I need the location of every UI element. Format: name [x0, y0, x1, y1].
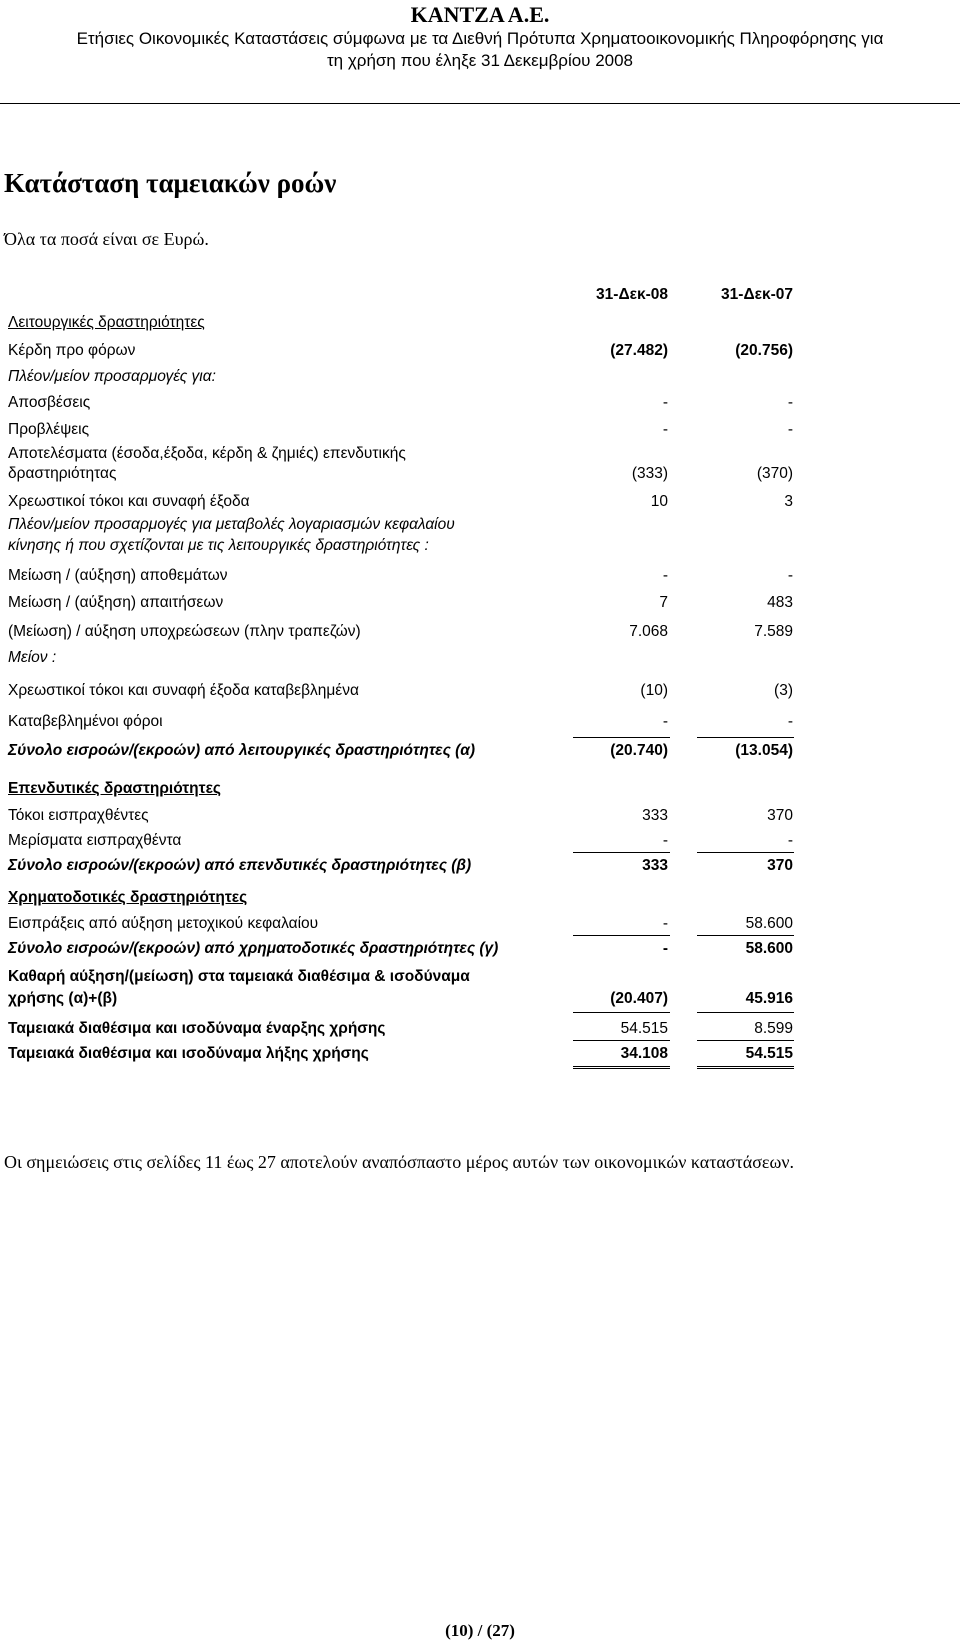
column-header-2007: 31-Δεκ-07	[721, 286, 793, 303]
section-heading-financing: Χρηματοδοτικές δραστηριότητες	[8, 889, 248, 906]
subtotal-rule	[697, 737, 794, 738]
subtotal-rule	[573, 737, 670, 738]
report-subtitle-line2: τη χρήση που έληξε 31 Δεκεμβρίου 2008	[326, 51, 634, 70]
subtotal-rule	[573, 852, 670, 853]
subtotal-rule	[697, 852, 794, 853]
currency-note: Όλα τα ποσά είναι σε Ευρώ.	[4, 229, 209, 249]
report-subtitle-line1: Ετήσιες Οικονομικές Καταστάσεις σύμφωνα με τα Διεθνή Πρότυπα Χρηματοοικονομικής Πληροφόρησης για	[76, 29, 884, 48]
page-number: (10) / (27)	[445, 1621, 515, 1640]
subtotal-rule	[697, 1012, 794, 1013]
subtotal-rule	[697, 935, 794, 936]
subtotal-rule	[697, 1040, 794, 1041]
section-heading-operating: Λειτουργικές δραστηριότητες	[8, 314, 205, 331]
subtotal-rule	[573, 935, 670, 936]
statement-title: Κατάσταση ταμειακών ροών	[4, 168, 337, 198]
section-heading-investing: Επενδυτικές δραστηριότητες	[8, 780, 221, 797]
double-underline	[573, 1066, 670, 1069]
double-underline	[697, 1066, 794, 1069]
company-name: ΚΑΝΤΖΑ Α.Ε.	[410, 2, 550, 27]
subtotal-rule	[573, 1012, 670, 1013]
subtotal-rule	[573, 1040, 670, 1041]
notes-reference: Οι σημειώσεις στις σελίδες 11 έως 27 αποτελούν αναπόσπαστο μέρος αυτών των οικονομικών καταστάσεων.	[4, 1152, 794, 1172]
header-divider	[0, 103, 960, 104]
column-header-2008: 31-Δεκ-08	[596, 286, 668, 303]
